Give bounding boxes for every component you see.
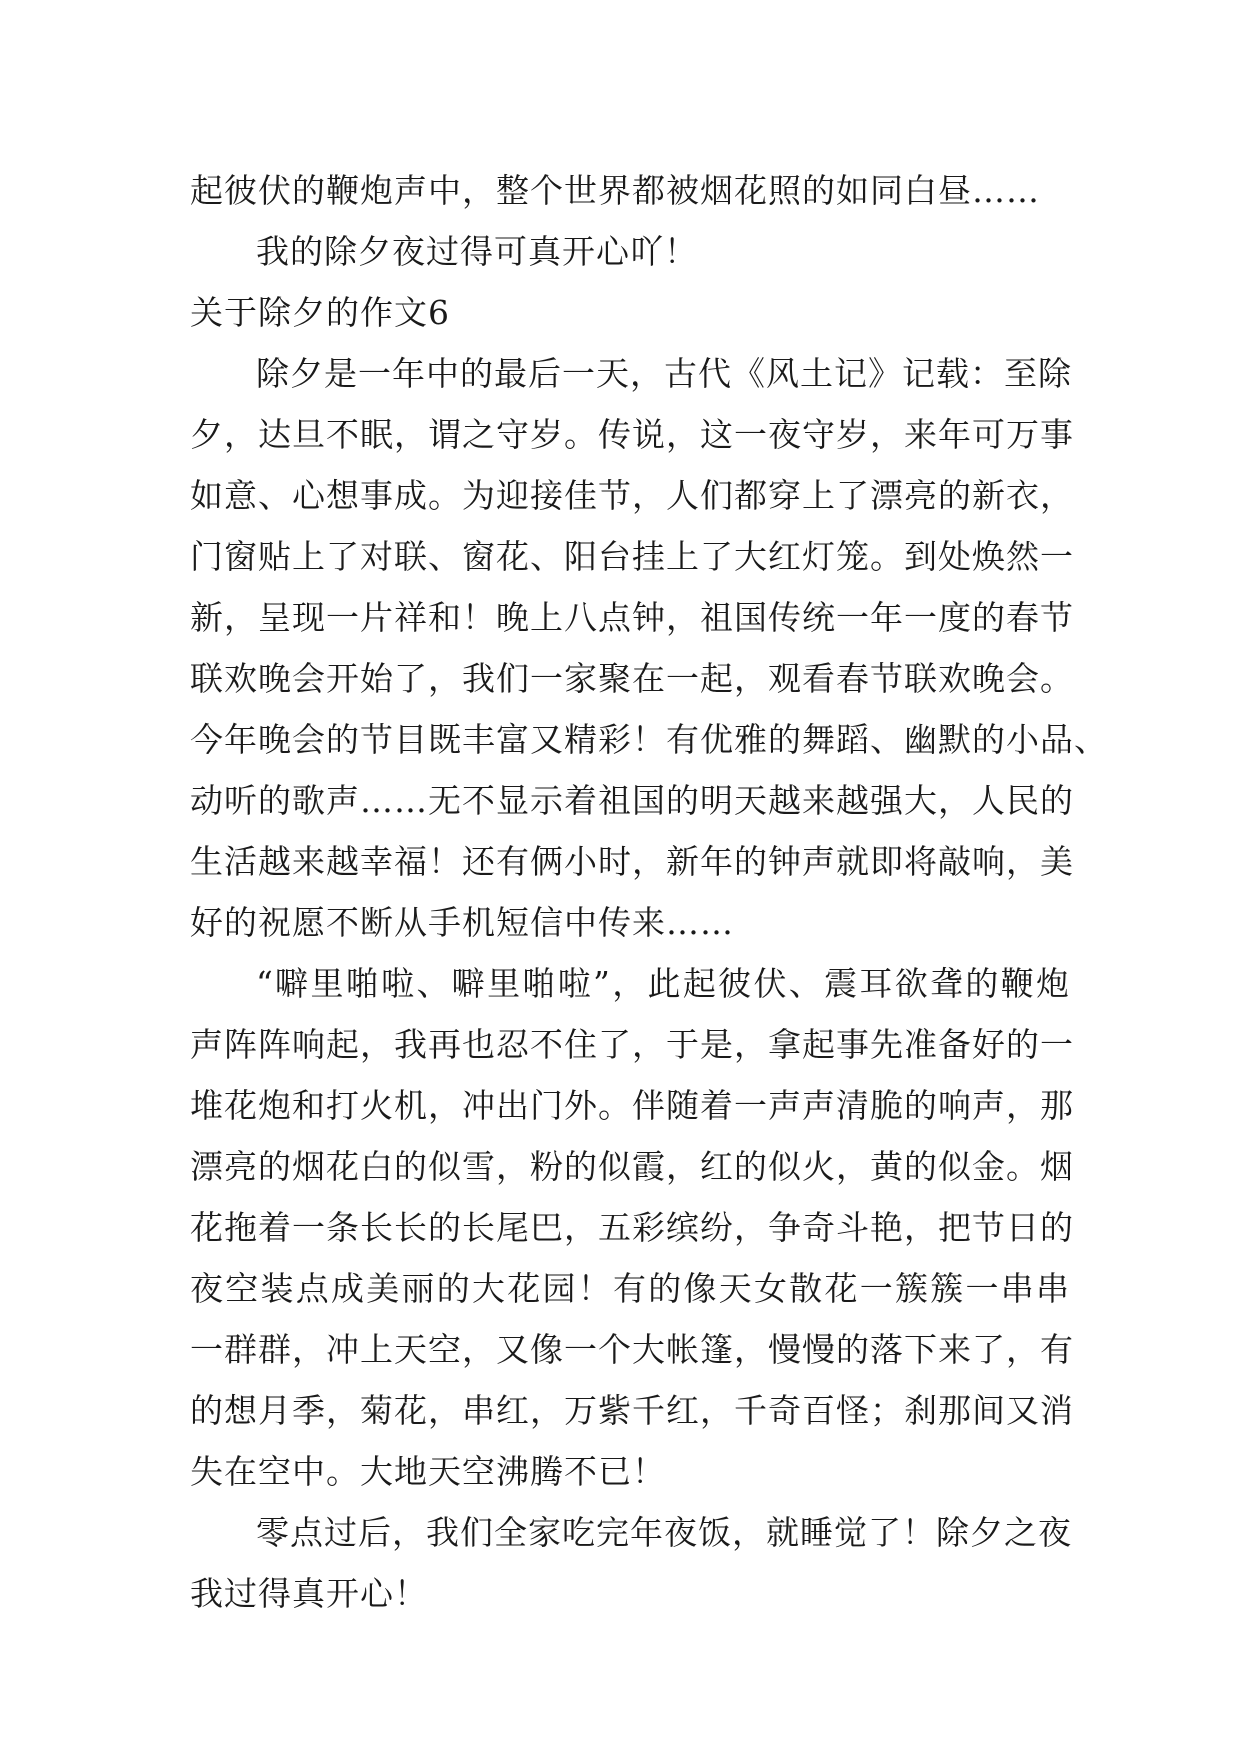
- paragraph-line: 漂亮的烟花白的似雪，粉的似霞，红的似火，黄的似金。烟: [190, 1147, 1074, 1186]
- paragraph-3: [190, 1502, 1070, 1624]
- paragraph-line: 声阵阵响起，我再也忍不住了，于是，拿起事先准备好的一: [190, 1025, 1074, 1064]
- closing-line: 我的除夕夜过得可真开心吖！: [256, 232, 698, 271]
- paragraph-line: “噼里啪啦、噼里啪啦”，此起彼伏、震耳欲聋的鞭炮: [256, 964, 1070, 1003]
- paragraph-line: 如意、心想事成。为迎接佳节，人们都穿上了漂亮的新衣，: [190, 476, 1074, 515]
- paragraph-line: 零点过后，我们全家吃完年夜饭，就睡觉了！除夕之夜: [256, 1513, 1072, 1552]
- paragraph-line: 动听的歌声……无不显示着祖国的明天越来越强大，人民的: [190, 781, 1074, 820]
- paragraph-line: 的想月季，菊花，串红，万紫千红，千奇百怪；刹那间又消: [190, 1391, 1074, 1430]
- paragraph-2: [190, 953, 1074, 1502]
- paragraph-line: 今年晚会的节目既丰富又精彩！有优雅的舞蹈、幽默的小品、: [190, 720, 1108, 759]
- paragraph-line: 好的祝愿不断从手机短信中传来……: [190, 903, 734, 942]
- paragraph-line: 联欢晚会开始了，我们一家聚在一起，观看春节联欢晚会。: [190, 659, 1074, 698]
- section-title: 关于除夕的作文6: [190, 293, 450, 332]
- paragraph-line: 花拖着一条长长的长尾巴，五彩缤纷，争奇斗艳，把节日的: [190, 1208, 1074, 1247]
- paragraph-line: 失在空中。大地天空沸腾不已！: [190, 1452, 666, 1491]
- paragraph-1: [190, 343, 1108, 953]
- paragraph-line: 门窗贴上了对联、窗花、阳台挂上了大红灯笼。到处焕然一: [190, 537, 1074, 576]
- paragraph-line: 新，呈现一片祥和！晚上八点钟，祖国传统一年一度的春节: [190, 598, 1074, 637]
- paragraph-line: 夕，达旦不眠，谓之守岁。传说，这一夜守岁，来年可万事: [190, 415, 1074, 454]
- paragraph-line: 一群群，冲上天空，又像一个大帐篷，慢慢的落下来了，有: [190, 1330, 1074, 1369]
- paragraph-line: 堆花炮和打火机，冲出门外。伴随着一声声清脆的响声，那: [190, 1086, 1074, 1125]
- paragraph-line: 除夕是一年中的最后一天，古代《风土记》记载：至除: [256, 354, 1072, 393]
- paragraph-line: 生活越来越幸福！还有俩小时，新年的钟声就即将敲响，美: [190, 842, 1074, 881]
- continuation-line: 起彼伏的鞭炮声中，整个世界都被烟花照的如同白昼……: [190, 171, 1040, 210]
- paragraph-line: 我过得真开心！: [190, 1574, 428, 1613]
- document-body: [190, 160, 1108, 1624]
- paragraph-line: 夜空装点成美丽的大花园！有的像天女散花一簇簇一串串: [190, 1269, 1070, 1308]
